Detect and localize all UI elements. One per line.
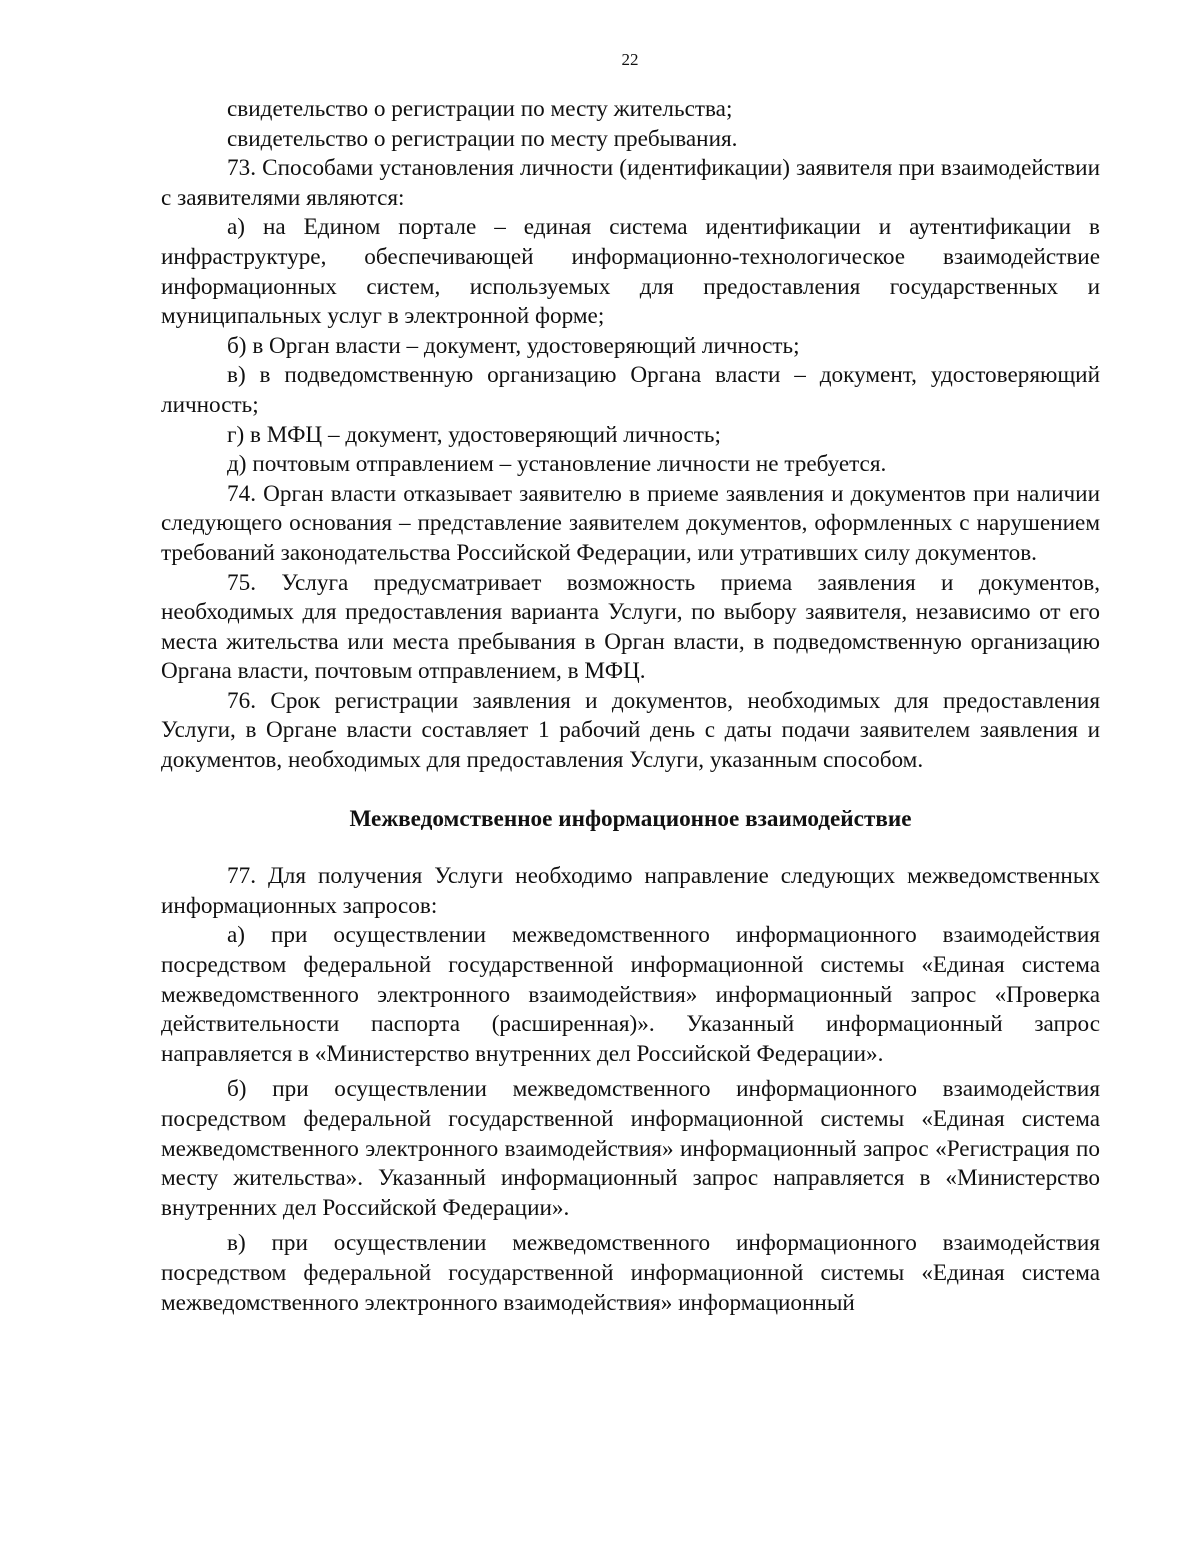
paragraph-75: 75. Услуга предусматривает возможность приема заявления и документов, необходимых для предоставления варианта Услуги, по выбору заявителя, независимо от его места жительства или места пребывания в Орган власти, в подведомственную организацию Органа власти, почтовым отправлением, в МФЦ.	[161, 569, 1100, 685]
paragraph: свидетельство о регистрации по месту пребывания.	[227, 125, 738, 152]
paragraph-73-b: б) в Орган власти – документ, удостоверяющий личность;	[227, 332, 800, 359]
section-heading: Межведомственное информационное взаимодействие	[349, 805, 912, 832]
paragraph-73: 73. Способами установления личности (идентификации) заявителя при взаимодействии с заявителями являются:	[161, 155, 1100, 211]
paragraph: свидетельство о регистрации по месту жительства;	[227, 96, 733, 122]
document-body	[161, 95, 1100, 1318]
paragraph-73-a: а) на Едином портале – единая система идентификации и аутентификации в инфраструктуре, обеспечивающей информационно-технологическое взаимодействие информационных систем, используемых для предоставления государственных и муниципальных услуг в электронной форме;	[161, 214, 1100, 330]
page-number: 22	[621, 50, 639, 69]
paragraph-77-b: б) при осуществлении межведомственного информационного взаимодействия посредством федеральной государственной информационной системы «Единая система межведомственного электронного взаимодействия» информационный запрос «Регистрация по месту жительства». Указанный информационный запрос направляется в «Министерство внутренних дел Российской Федерации».	[161, 1076, 1100, 1221]
paragraph-77-v: в) при осуществлении межведомственного информационного взаимодействия посредством федеральной государственной информационной системы «Единая система межведомственного электронного взаимодействия» информационный	[161, 1230, 1100, 1316]
paragraph-73-v: в) в подведомственную организацию Органа власти – документ, удостоверяющий личность;	[161, 362, 1100, 418]
paragraph-73-g: г) в МФЦ – документ, удостоверяющий личность;	[227, 421, 721, 448]
paragraph-76: 76. Срок регистрации заявления и документов, необходимых для предоставления Услуги, в Органе власти составляет 1 рабочий день с даты подачи заявителем заявления и документов, необходимых для предоставления Услуги, указанным способом.	[161, 687, 1100, 774]
paragraph-74: 74. Орган власти отказывает заявителю в приеме заявления и документов при наличии следующего основания – представление заявителем документов, оформленных с нарушением требований законодательства Российской Федерации, или утративших силу документов.	[161, 480, 1100, 566]
paragraph-73-d: д) почтовым отправлением – установление личности не требуется.	[227, 451, 887, 478]
paragraph-77-a: а) при осуществлении межведомственного информационного взаимодействия посредством федеральной государственной информационной системы «Единая система межведомственного электронного взаимодействия» информационный запрос «Проверка действительности паспорта (расширенная)». Указанный информационный запрос направляется в «Министерство внутренних дел Российской Федерации».	[161, 922, 1100, 1067]
paragraph-77: 77. Для получения Услуги необходимо направление следующих межведомственных информационных запросов:	[161, 863, 1100, 919]
